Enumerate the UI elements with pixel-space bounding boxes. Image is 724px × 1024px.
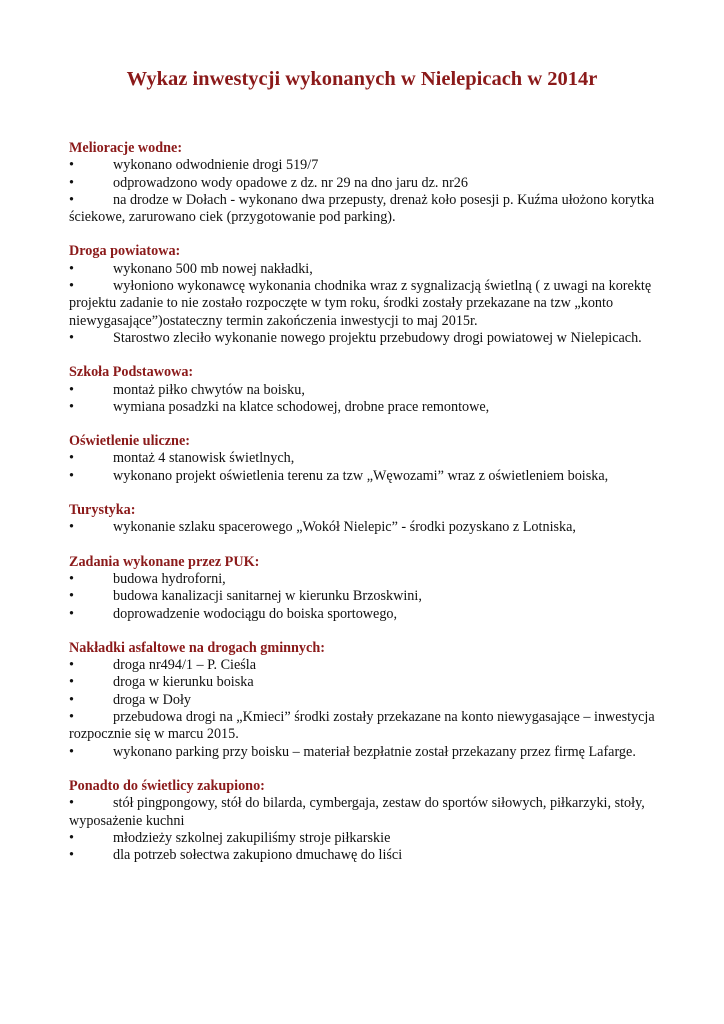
- list-item: • wykonano parking przy boisku – materiał bezpłatnie został przekazany przez firmę Lafarge.: [69, 743, 636, 760]
- list-item: • wykonano odwodnienie drogi 519/7: [69, 157, 319, 174]
- section-heading: Nakładki asfaltowe na drogach gminnych:: [69, 639, 325, 656]
- bullet-icon: •: [69, 174, 74, 191]
- section-heading: Oświetlenie uliczne:: [69, 433, 190, 450]
- bullet-icon: •: [69, 691, 74, 708]
- bullet-icon: •: [69, 829, 74, 846]
- bullet-icon: •: [69, 519, 74, 536]
- list-item: • wykonanie szlaku spacerowego „Wokół Nielepic” - środki pozyskano z Lotniska,: [69, 519, 576, 536]
- list-item: • droga nr494/1 – P. Cieśla: [69, 657, 257, 674]
- section-oswietlenie: [69, 433, 669, 485]
- list-item: • montaż piłko chwytów na boisku,: [69, 381, 305, 398]
- list-item: • wykonano 500 mb nowej nakładki,: [69, 260, 313, 277]
- list-item: • montaż 4 stanowisk świetlnych,: [69, 450, 295, 467]
- bullet-icon: •: [69, 605, 74, 622]
- list-item: • stół pingpongowy, stół do bilarda, cymbergaja, zestaw do sportów siłowych, piłkarzyki, stoły, wyposażenie kuchni: [69, 795, 645, 829]
- list-item: • przebudowa drogi na „Kmieci” środki zostały przekazane na konto niewygasające – inwestycja rozpocznie się w marcu 2015.: [69, 709, 655, 743]
- section-heading: Zadania wykonane przez PUK:: [69, 553, 260, 570]
- bullet-icon: •: [69, 191, 74, 208]
- bullet-icon: •: [69, 329, 74, 346]
- list-item: • droga w kierunku boiska: [69, 674, 254, 691]
- list-item: • doprowadzenie wodociągu do boiska sportowego,: [69, 605, 398, 622]
- list-item: • młodzieży szkolnej zakupiliśmy stroje piłkarskie: [69, 829, 391, 846]
- section-szkola-podstawowa: [69, 364, 669, 416]
- list-item: • wyłoniono wykonawcę wykonania chodnika wraz z sygnalizacją świetlną ( z uwagi na korektę projektu zadanie to nie zostało rozpoczęte w tym roku, środki zostały przekazane na tzw „konto niewygasające”)ostateczny termin zakończenia inwestycji to maj 2015r.: [69, 278, 652, 329]
- list-item: • budowa kanalizacji sanitarnej w kierunku Brzoskwini,: [69, 588, 422, 605]
- list-item: • budowa hydroforni,: [69, 570, 226, 587]
- section-melioracje: [69, 140, 669, 226]
- list-item: • Starostwo zleciło wykonanie nowego projektu przebudowy drogi powiatowej w Nielepicach.: [69, 329, 642, 346]
- bullet-icon: •: [69, 674, 74, 691]
- list-item: • wykonano projekt oświetlenia terenu za tzw „Węwozami” wraz z oświetleniem boiska,: [69, 467, 609, 484]
- list-item: • droga w Doły: [69, 691, 192, 708]
- bullet-icon: •: [69, 588, 74, 605]
- list-item: • dla potrzeb sołectwa zakupiono dmuchawę do liści: [69, 847, 403, 864]
- list-item: • odprowadzono wody opadowe z dz. nr 29 na dno jaru dz. nr26: [69, 174, 468, 191]
- bullet-icon: •: [69, 657, 74, 674]
- bullet-icon: •: [69, 709, 74, 726]
- bullet-icon: •: [69, 450, 74, 467]
- section-swietlica: [69, 778, 669, 864]
- bullet-icon: •: [69, 795, 74, 812]
- section-droga-powiatowa: [69, 243, 669, 347]
- bullet-icon: •: [69, 381, 74, 398]
- section-puk: [69, 554, 669, 623]
- document-body: [69, 140, 669, 881]
- section-turystyka: [69, 502, 669, 537]
- bullet-icon: •: [69, 398, 74, 415]
- section-nakladki: [69, 640, 669, 761]
- list-item: • na drodze w Dołach - wykonano dwa przepusty, drenaż koło posesji p. Kuźma ułożono korytka ściekowe, zarurowano ciek (przygotowanie pod parking).: [69, 191, 655, 226]
- bullet-icon: •: [69, 278, 74, 295]
- bullet-icon: •: [69, 570, 74, 587]
- section-heading: Ponadto do świetlicy zakupiono:: [69, 777, 265, 794]
- list-item: • wymiana posadzki na klatce schodowej, drobne prace remontowe,: [69, 398, 490, 415]
- section-heading: Melioracje wodne:: [69, 140, 183, 156]
- bullet-icon: •: [69, 260, 74, 277]
- bullet-icon: •: [69, 157, 74, 174]
- document-title: Wykaz inwestycji wykonanych w Nielepicach w 2014r: [126, 68, 598, 90]
- section-heading: Droga powiatowa:: [69, 243, 181, 260]
- section-heading: Szkoła Podstawowa:: [69, 364, 194, 381]
- section-heading: Turystyka:: [69, 502, 136, 519]
- bullet-icon: •: [69, 743, 74, 760]
- bullet-icon: •: [69, 467, 74, 484]
- bullet-icon: •: [69, 847, 74, 864]
